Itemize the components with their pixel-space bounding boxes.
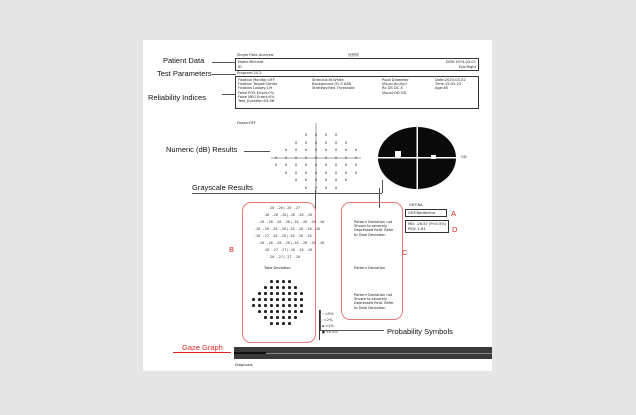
numeric-value: 0 [315, 178, 318, 182]
callout-grayscale-results: Grayscale Results [192, 183, 253, 192]
probability-dot [258, 298, 261, 301]
probability-dot [276, 310, 279, 313]
numeric-value: 0 [345, 148, 348, 152]
numeric-value: 0 [295, 178, 298, 182]
probability-dot [288, 298, 291, 301]
numeric-value: 0 [345, 170, 348, 175]
numeric-value: 0 [315, 133, 318, 137]
indices-box [405, 220, 449, 233]
probability-dot [288, 316, 291, 319]
pattern-note-bottom [354, 293, 394, 310]
numeric-value: 0 [285, 170, 288, 175]
numeric-value: 0 [335, 133, 338, 137]
callout-reliability-indices: Reliability Indices [148, 93, 206, 102]
numeric-value: 0 [285, 155, 288, 160]
grayscale-plot [377, 125, 459, 191]
numeric-value: 0 [335, 163, 338, 167]
ght-header: GHT:NA [409, 203, 423, 207]
numeric-value: 0 [315, 148, 318, 152]
legend-text: <5% [324, 312, 334, 316]
probability-dot [270, 310, 273, 313]
probability-dot [282, 316, 285, 319]
reliability-col-3 [382, 78, 409, 95]
numeric-value: 0 [335, 185, 338, 190]
probability-dot [288, 280, 291, 283]
numeric-value: 0 [305, 140, 308, 145]
pattern-note-line: to Total Deviation [354, 232, 386, 237]
test-time: Time:15:52:23 [435, 82, 462, 87]
callout-test-parameters: Test Parameters [157, 69, 212, 78]
grayscale-eye-label: OD [461, 155, 467, 159]
probability-dot [276, 316, 279, 319]
numeric-value: 0 [275, 155, 278, 160]
numeric-value: 0 [355, 170, 358, 175]
numeric-value: 0 [285, 163, 288, 167]
gaze-graph [234, 347, 492, 359]
probability-dot [270, 280, 273, 283]
deviation-row: -26 -26 -26 -26|-26 -26 -26 -26 [254, 227, 321, 231]
legend-item-2: ⁞ <2% [322, 318, 333, 322]
test-date: Date:2020-03-02 [435, 78, 466, 82]
deviation-row: -26 -27 -27|-26 -26 -26 [263, 248, 313, 252]
pattern-note-line: Depressed field. Refer [354, 228, 394, 233]
test-duration: Test_Duration:03:46 [238, 99, 275, 104]
ght-box [405, 209, 447, 217]
callout-line [173, 352, 231, 353]
probability-dot [282, 280, 285, 283]
probability-dot [288, 310, 291, 313]
false-pos-errors: False POS Errors:0% [238, 90, 275, 95]
numeric-value: 0 [335, 178, 338, 182]
probability-dot [252, 304, 255, 307]
ght-value: GHT:Borderline [408, 210, 436, 215]
callout-line [320, 330, 384, 331]
legend-text: <1% [325, 324, 334, 328]
probability-dot [300, 310, 303, 313]
numeric-value: 0 [275, 163, 278, 167]
gaze-trace [234, 352, 266, 354]
probability-dot [288, 286, 291, 289]
pupil-diameter: Pupil Diameter [382, 78, 409, 82]
callout-line [192, 193, 382, 194]
false-neg-errors: False NEG Errors:0% [238, 94, 275, 99]
callout-letter-b: B [229, 245, 235, 254]
numeric-value: 0 [325, 133, 328, 137]
legend-item-5: ∷ <5% [322, 312, 334, 316]
numeric-value: 0 [295, 148, 298, 152]
numeric-value: 0 [345, 163, 348, 167]
rx: Rx DS DC X [382, 86, 403, 91]
probability-dot [294, 292, 297, 295]
callout-letter-a: A [451, 209, 457, 218]
callout-probability-symbols: Probability Symbols [387, 327, 453, 336]
visual-acuity: Visual Acuity:\ [382, 82, 408, 87]
numeric-value: 0 [345, 140, 348, 145]
probability-dot [258, 304, 261, 307]
numeric-value: 0 [345, 178, 348, 182]
probability-dot [270, 286, 273, 289]
probability-dot [276, 280, 279, 283]
strategy: Strategy:Fast Threshold [312, 86, 355, 91]
numeric-value: 0 [335, 140, 338, 145]
numeric-value: 0 [325, 185, 328, 190]
pattern-deviation-label: Pattern Deviation [354, 266, 386, 270]
numeric-value: 0 [305, 170, 308, 175]
probability-dot [276, 304, 279, 307]
numeric-value: 0 [315, 140, 318, 145]
numeric-value: 0 [305, 178, 308, 182]
probability-dot [300, 304, 303, 307]
numeric-value: 0 [315, 185, 318, 190]
numeric-value: 0 [295, 140, 298, 145]
callout-line [222, 94, 236, 95]
numeric-value: 0 [325, 170, 328, 175]
probability-dot [276, 298, 279, 301]
probability-dot [294, 286, 297, 289]
probability-dot [252, 298, 255, 301]
gaze-baseline [234, 353, 492, 354]
probability-dot [270, 304, 273, 307]
callout-line [382, 180, 383, 193]
numeric-value: 0 [305, 133, 308, 137]
callout-line [212, 62, 236, 63]
pattern-note-line: to Total Deviation [354, 305, 386, 310]
report-page [143, 40, 492, 371]
numeric-value: 0 [295, 155, 298, 160]
callout-letter-d: D [452, 225, 458, 234]
probability-dot [288, 304, 291, 307]
patient-data-box [235, 58, 479, 71]
callout-line [320, 310, 321, 330]
background: Background:31.5 ASB [312, 82, 351, 87]
numeric-value: 0 [325, 163, 328, 167]
reliability-col-1 [238, 78, 278, 103]
probability-dot [264, 304, 267, 307]
deviation-row: -26 -27|-27 -26 [268, 255, 301, 259]
probability-dot [270, 298, 273, 301]
stimulus: Stimulus:III,White [312, 78, 344, 82]
numeric-value: 0 [295, 170, 298, 175]
reliability-col-4 [435, 78, 466, 91]
numeric-value: 0 [355, 155, 358, 160]
pattern-note-top [354, 220, 394, 237]
probability-dot [282, 310, 285, 313]
patient-eye: Eye:Right [458, 64, 476, 69]
probability-dot [276, 286, 279, 289]
patient-age: Age:46 [435, 86, 448, 91]
probability-dot [276, 292, 279, 295]
fixation-monitor: Fixation Monitor:OFF [238, 78, 275, 82]
patient-dob: DOB:1974-03-01 [445, 59, 476, 64]
numeric-value: 0 [285, 148, 288, 152]
callout-patient-data: Patient Data [163, 56, 205, 65]
probability-dot [300, 292, 303, 295]
pattern-note-line: Depressed field. Refer [354, 301, 394, 306]
numeric-value: 0 [305, 148, 308, 152]
probability-dot [294, 298, 297, 301]
numeric-value: 0 [325, 148, 328, 152]
fovea-label: Fovea:OFF [237, 121, 256, 125]
numeric-value: 0 [315, 163, 318, 167]
reliability-col-2 [312, 78, 354, 91]
numeric-value: 0 [335, 155, 338, 160]
pattern-note-line: Pattern Deviation not [354, 293, 393, 297]
numeric-value: 0 [345, 155, 348, 160]
probability-dot [264, 286, 267, 289]
probability-dot [294, 316, 297, 319]
numeric-value: 0 [305, 163, 308, 167]
callout-line [244, 151, 270, 152]
numeric-value: 0 [325, 140, 328, 145]
probability-dot [264, 316, 267, 319]
total-deviation-label: Total Deviation [264, 266, 291, 270]
legend-text: <2% [323, 318, 333, 322]
numeric-value: 0 [305, 155, 308, 160]
fixation-target: Fixation Target:Center [238, 82, 278, 87]
callout-letter-c: C [402, 248, 408, 257]
probability-dot [270, 322, 273, 325]
numeric-value: 0 [325, 155, 328, 160]
diagnosis-label: Diagnosis [235, 363, 253, 367]
probability-dot [270, 316, 273, 319]
deviation-row: -26 -26 -26 -26|-26 -26 -26 -26 [258, 241, 325, 245]
psd-value: PSD: 1.81 [408, 226, 426, 231]
deviation-row: -26 -26|-26 -27 [268, 206, 301, 210]
probability-dot [294, 304, 297, 307]
numeric-value: 0 [295, 163, 298, 167]
probability-dot [264, 310, 267, 313]
probability-dot [282, 322, 285, 325]
probability-dot [282, 292, 285, 295]
numeric-value: 0 [315, 170, 318, 175]
probability-dot [258, 292, 261, 295]
probability-dot [288, 322, 291, 325]
pattern-note-line: Pattern Deviation not [354, 220, 393, 224]
probability-dot [282, 304, 285, 307]
fixation-losses: Fixation Losses:1/9 [238, 86, 273, 91]
deviation-row: -26 -26 -26|-26 -26 -26 [263, 213, 313, 217]
pattern-note-line: Shown to severely [354, 224, 388, 229]
probability-dot [258, 310, 261, 313]
patient-name: Name:Richard [238, 59, 264, 64]
callout-gaze-graph: Gaze Graph [182, 343, 223, 352]
program-label: Program:24-2 [237, 70, 262, 75]
numeric-value: 0 [355, 148, 358, 152]
patient-id: ID [238, 64, 242, 69]
legend-text: <0.5% [325, 330, 338, 334]
probability-dot [288, 292, 291, 295]
deviation-row: -26 -26 -26 -26|-26 -26 -26 -26 [258, 220, 325, 224]
probability-dot [282, 298, 285, 301]
report-title: Single Field Analysis [237, 53, 274, 57]
numeric-value: 0 [325, 178, 328, 182]
numeric-value: 0 [335, 170, 338, 175]
callout-numeric-results: Numeric (dB) Results [166, 145, 238, 154]
report-title-cn: 视野图 [348, 53, 359, 57]
numeric-value: 0 [315, 155, 318, 160]
probability-dot [264, 298, 267, 301]
callout-line [212, 74, 236, 75]
numeric-value: 0 [355, 163, 358, 167]
pattern-note-line: Shown to severely [354, 297, 388, 302]
probability-dot [294, 310, 297, 313]
legend-item-1: ▪ <1% [322, 324, 334, 328]
probability-dot [276, 322, 279, 325]
probability-dot [270, 292, 273, 295]
md-value: MD: -26.57 (P<0.5%) [408, 221, 447, 226]
probability-dot [282, 286, 285, 289]
legend-item-05: ■ <0.5% [322, 330, 338, 334]
numeric-value: 0 [335, 148, 338, 152]
deviation-row: -26 -27 -26 -26|-26 -26 -26 [254, 234, 312, 238]
probability-dot [264, 292, 267, 295]
probability-dot [300, 298, 303, 301]
visual-od: Visual:OD OD [382, 90, 407, 95]
reliability-box [235, 76, 479, 109]
numeric-value: 0 [305, 185, 308, 190]
